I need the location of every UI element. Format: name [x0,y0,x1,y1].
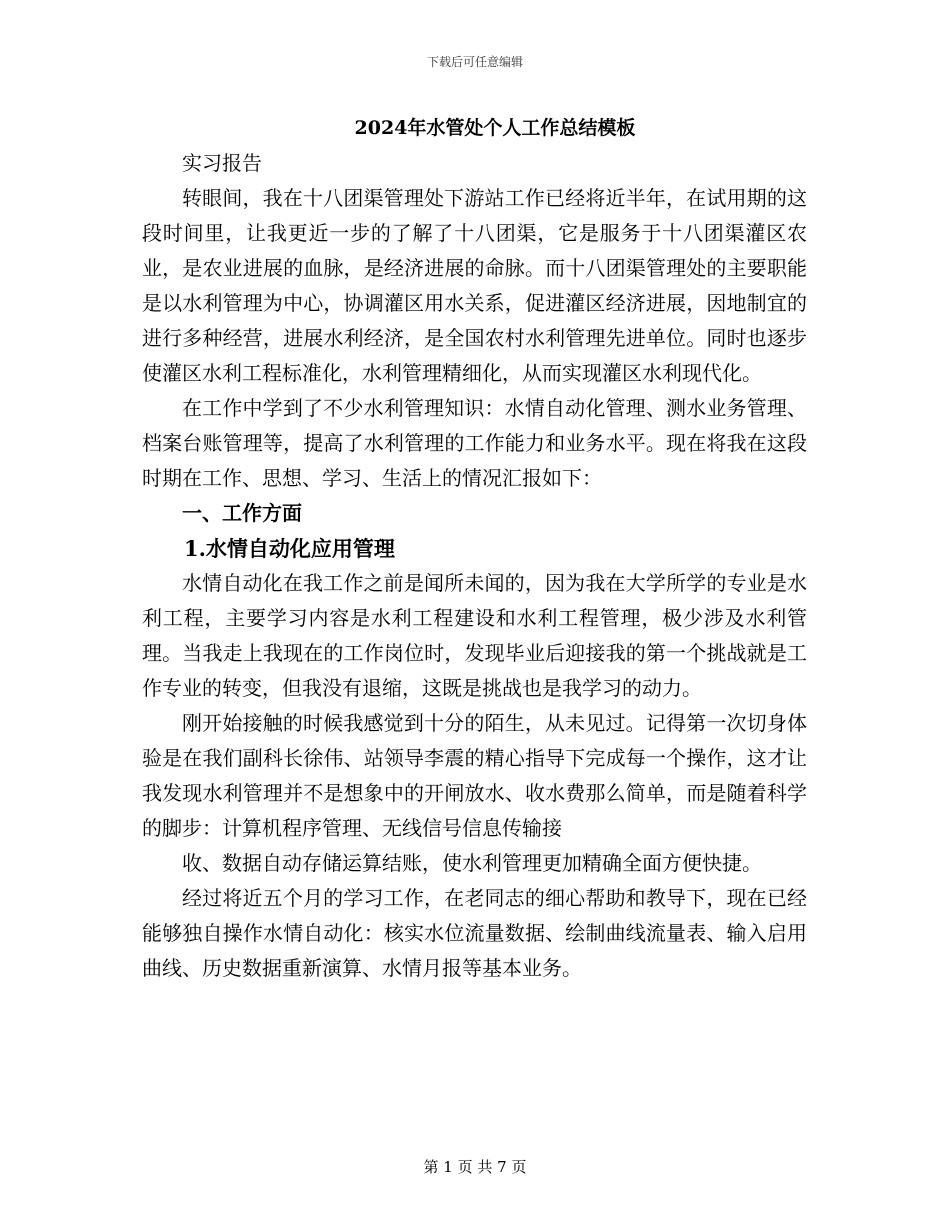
paragraph: 转眼间，我在十八团渠管理处下游站工作已经将近半年，在试用期的这段时间里，让我更近一步的了解了十八团渠，它是服务于十八团渠灌区农业，是农业进展的血脉，是经济进展的命脉。而十八团渠管理处的主要职能是以水利管理为中心，协调灌区用水关系，促进灌区经济进展，因地制宜的进行多种经营，进展水利经济，是全国农村水利管理先进单位。同时也逐步使灌区水利工程标准化，水利管理精细化，从而实现灌区水利现代化。 [142,186,807,385]
paragraph: 刚开始接触的时候我感觉到十分的陌生，从未见过。记得第一次切身体验是在我们副科长徐伟、站领导李震的精心指导下完成每一个操作，这才让我发现水利管理并不是想象中的开闸放水、收水费那么简单，而是随着科学的脚步：计算机程序管理、无线信号信息传输接 [142,711,807,840]
page-number: 第 1 页 共 7 页 [423,1158,527,1176]
paragraph: 收、数据自动存储运算结账，使水利管理更加精确全面方便快捷。 [182,851,762,875]
paragraph: 经过将近五个月的学习工作，在老同志的细心帮助和教导下，现在已经能够独自操作水情自动化：核实水位流量数据、绘制曲线流量表、输入启用曲线、历史数据重新演算、水情月报等基本业务。 [142,886,807,980]
paragraph: 在工作中学到了不少水利管理知识：水情自动化管理、测水业务管理、档案台账管理等，提高了水利管理的工作能力和业务水平。现在将我在这段时期在工作、思想、学习、生活上的情况汇报如下： [142,396,807,490]
document-title: 2024年水管处个人工作总结模板 [354,117,636,139]
document-body [142,146,807,986]
section-heading: 一、工作方面 [182,501,302,525]
paragraph: 水情自动化在我工作之前是闻所未闻的，因为我在大学所学的专业是水利工程，主要学习内容是水利工程建设和水利工程管理，极少涉及水利管理。当我走上我现在的工作岗位时，发现毕业后迎接我的第一个挑战就是工作专业的转变，但我没有退缩，这既是挑战也是我学习的动力。 [142,571,807,700]
subsection-heading: 1.水情自动化应用管理 [184,536,395,561]
subtitle: 实习报告 [182,151,262,175]
header-note: 下载后可任意编辑 [426,55,523,69]
